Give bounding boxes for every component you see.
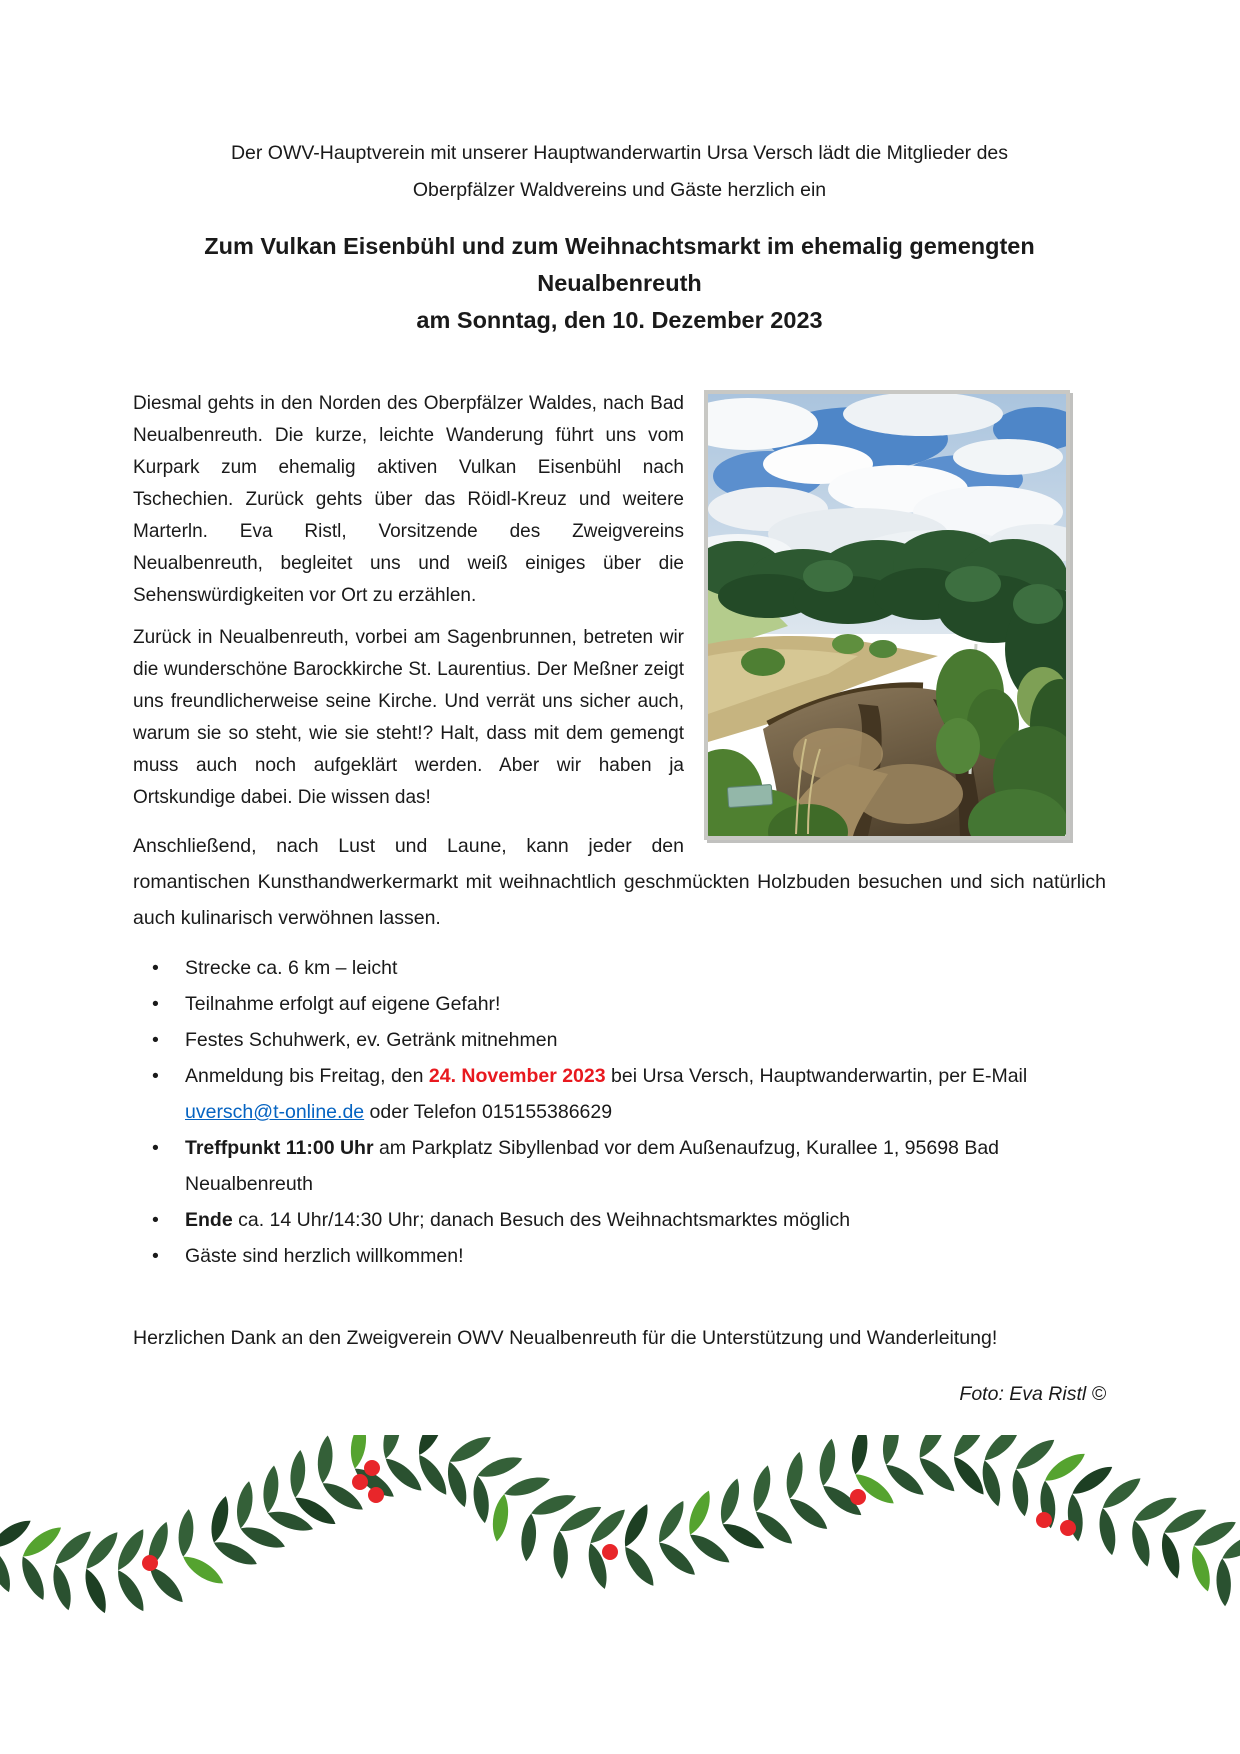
garland-leaf: [552, 1531, 569, 1580]
garland-leaf: [413, 1451, 452, 1499]
garland-leaf: [785, 1493, 831, 1534]
garland-leaf: [443, 1459, 472, 1509]
bullet-icon: •: [152, 1029, 159, 1051]
registration-text-mid: bei Ursa Versch, Hauptwanderwartin, per E-Mail: [605, 1065, 1028, 1087]
intro-line-2: Oberpfälzer Waldvereins und Gäste herzlich ein: [412, 179, 827, 201]
list-item-label: [185, 1130, 1106, 1202]
garland-leaf: [502, 1472, 552, 1500]
bullet-icon: •: [152, 1137, 159, 1159]
garland-leaf: [1012, 1435, 1059, 1475]
garland-leaf: [112, 1566, 149, 1614]
paragraph-market: Anschließend, nach Lust und Laune, kann jeder den romantischen Kunsthandwerkermarkt mit weihnachtlich geschmückten Holzbuden besuchen und sich natürlich auch kulinarisch verwöhnen lassen.: [133, 835, 1106, 929]
list-item-label: Festes Schuhwerk, ev. Getränk mitnehmen: [185, 1029, 558, 1051]
event-title-block: [133, 228, 1106, 339]
event-title-line-2: Neualbenreuth: [537, 270, 702, 296]
garland-leaf: [238, 1522, 288, 1553]
garland-leaf: [1009, 1468, 1032, 1518]
registration-phone: oder Telefon 015155386629: [364, 1101, 613, 1123]
meeting-place: am Parkplatz Sibyllenbad vor dem Außenaufzug, Kurallee 1, 95698 Bad Neualbenreuth: [185, 1137, 1000, 1195]
garland-leaf: [475, 1452, 525, 1482]
garland-leaf: [413, 1435, 449, 1458]
garland-leaf: [16, 1554, 49, 1604]
garland-leaf: [686, 1529, 733, 1568]
garland-leaf: [1098, 1473, 1145, 1514]
garland-leaf: [490, 1493, 512, 1543]
thanks-text: Herzlichen Dank an den Zweigverein OWV Neualbenreuth für die Unterstützung und Wanderleitung!: [133, 1327, 998, 1349]
garland-leaf: [179, 1551, 227, 1589]
event-title-line-1: Zum Vulkan Eisenbühl und zum Weihnachtsmarkt im ehemalig gemengten: [204, 233, 1035, 259]
garland-leaf: [233, 1480, 256, 1530]
garland-leaf: [980, 1435, 1025, 1466]
list-item-equipment: [152, 1022, 1106, 1058]
intro-line-1: Der OWV-Hauptverein mit unserer Hauptwanderwartin Ursa Versch lädt die Mitglieder des: [230, 142, 1009, 164]
info-bullet-list: [133, 950, 1106, 1274]
garland-leaf: [749, 1464, 775, 1514]
garland-leaf: [0, 1545, 16, 1595]
list-item-label: Gäste sind herzlich willkommen!: [185, 1245, 464, 1267]
garland-leaf: [316, 1435, 335, 1484]
garland-berry: [352, 1474, 368, 1490]
garland-leaf: [653, 1497, 689, 1546]
garland-berry: [850, 1489, 866, 1505]
list-item-label: [185, 1058, 1106, 1130]
end-label: Ende: [185, 1209, 233, 1231]
garland-berry: [602, 1544, 618, 1560]
garland-leaf: [470, 1475, 492, 1525]
holly-garland-decoration: [0, 1435, 1240, 1665]
small-sign: [727, 784, 772, 807]
garland-leaf: [654, 1537, 699, 1580]
list-item-guests: [152, 1238, 1106, 1274]
list-item-end-time: [152, 1202, 1106, 1238]
list-item-registration: [152, 1058, 1106, 1130]
list-item-label: Teilnahme erfolgt auf eigene Gefahr!: [185, 993, 501, 1015]
garland-leaf: [619, 1543, 659, 1590]
garland-leaf: [49, 1562, 76, 1612]
registration-text-pre: Anmeldung bis Freitag, den: [185, 1065, 429, 1087]
garland-berry: [142, 1555, 158, 1571]
event-date: am Sonntag, den 10. Dezember 2023: [416, 307, 823, 333]
garland-berry: [1060, 1520, 1076, 1536]
meeting-time: Treffpunkt 11:00 Uhr: [185, 1137, 374, 1159]
photo-credit: Foto: Eva Ristl ©: [959, 1383, 1106, 1405]
garland-leaf: [816, 1438, 839, 1488]
bullet-icon: •: [152, 1065, 159, 1087]
garland-leaf: [719, 1518, 768, 1554]
paragraph-church: Zurück in Neualbenreuth, vorbei am Sagenbrunnen, betreten wir die wunderschöne Barockkirche St. Laurentius. Der Meßner zeigt uns freundlicherweise seine Kirche. Und verrät uns sicher auch, warum sie so steht, wie sie steht!? Halt, dass mit dem gemengt muss auch noch aufgeklärt werden. Aber wir haben ja Ortskundige dabei. Die wissen das!: [133, 627, 684, 808]
list-item-risk: [152, 986, 1106, 1022]
garland-leaf: [1127, 1518, 1154, 1568]
garland-leaf: [288, 1449, 307, 1498]
garland-leaf: [879, 1435, 903, 1466]
garland-leaf: [914, 1435, 951, 1462]
garland-leaf: [978, 1458, 1005, 1508]
garland-leaf: [519, 1513, 538, 1562]
garland-leaf: [261, 1465, 281, 1514]
intro-paragraph: [133, 135, 1106, 209]
garland-leaf: [848, 1435, 870, 1476]
bullet-icon: •: [152, 957, 159, 979]
garland-leaf: [684, 1488, 716, 1538]
list-item-label: [185, 1202, 1106, 1238]
garland-leaf: [446, 1435, 495, 1468]
list-item-label: Strecke ca. 6 km – leicht: [185, 957, 398, 979]
paragraph-route: Diesmal gehts in den Norden des Oberpfälzer Waldes, nach Bad Neualbenreuth. Die kurze, leichte Wanderung führt uns vom Kurpark zum ehemalig aktiven Vulkan Eisenbühl nach Tschechien. Zurück gehts über das Röidl-Kreuz und weitere Marterln. Eva Ristl, Vorsitzende des Zweigvereins Neualbenreuth, begleitet uns und weiß einiges über die Sehenswürdigkeiten vor Ort zu erzählen.: [133, 393, 684, 606]
photo-frame: [704, 390, 1070, 840]
garland-berry: [1036, 1512, 1052, 1528]
landscape-photo: [704, 390, 1070, 840]
bullet-icon: •: [152, 1245, 159, 1267]
garland-leaf: [1157, 1531, 1184, 1581]
eisenbuehl-landscape-illustration: [708, 394, 1066, 836]
list-item-distance: [152, 950, 1106, 986]
garland-leaf: [529, 1490, 579, 1521]
garland-leaf: [716, 1476, 744, 1526]
garland-berry: [368, 1487, 384, 1503]
garland-leaf: [176, 1508, 196, 1557]
email-link[interactable]: uversch@t-online.de: [185, 1101, 365, 1123]
list-item-meeting-point: [152, 1130, 1106, 1202]
garland-leaf: [80, 1566, 112, 1616]
garland-leaf: [211, 1536, 260, 1570]
bullet-icon: •: [152, 993, 159, 1015]
body-content: [133, 388, 1106, 1412]
garland-leaf: [619, 1501, 654, 1550]
registration-deadline: 24. November 2023: [428, 1065, 606, 1087]
garland-leaf: [1187, 1543, 1215, 1593]
garland-berry: [364, 1460, 380, 1476]
bullet-icon: •: [152, 1209, 159, 1231]
garland-leaf: [379, 1435, 405, 1460]
garland-leaf: [1215, 1558, 1232, 1607]
garland-leaf: [207, 1494, 233, 1544]
garland-leaf: [783, 1450, 807, 1500]
end-details: ca. 14 Uhr/14:30 Uhr; danach Besuch des Weihnachtsmarktes möglich: [232, 1209, 851, 1231]
garland-leaf: [1096, 1507, 1119, 1557]
